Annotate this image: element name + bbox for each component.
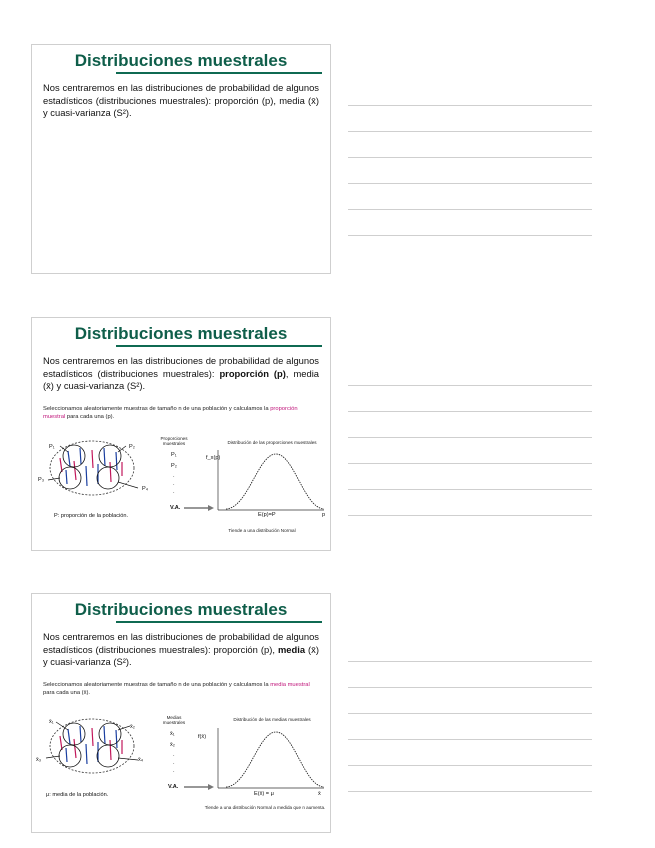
title-underline (116, 72, 322, 74)
tends-text: Tiende a una distribución Normal (228, 528, 296, 533)
sample-label-2: x̄₂ (130, 724, 135, 730)
population-label: μ: media de la población. (46, 792, 109, 798)
slide-3 (31, 593, 331, 833)
distribution-title: Distribución de las medias muestrales (233, 717, 311, 722)
samples-heading: Proporciones muestrales (160, 436, 188, 447)
ellipsis-dot: . (173, 489, 175, 495)
ellipsis-dot: . (173, 760, 175, 766)
slide-2 (31, 317, 331, 551)
sample-value-2: P₂ (171, 463, 177, 469)
sample-label-1: x̄₁ (49, 719, 54, 725)
x-axis-label: x̄ (318, 791, 321, 797)
slide-intro: Nos centraremos en las distribuciones de probabilidad de algunos estadísticos (distribuciones muestrales): proporción (p), media (x̄) y cuasi-varianza (S²). (43, 82, 319, 119)
sample-value-2: x̄₂ (170, 742, 175, 748)
sample-label-3: P₃ (38, 477, 45, 483)
sample-label-1: P₁ (49, 444, 55, 450)
normal-curve-chart (212, 450, 328, 514)
x-axis-label: p (322, 512, 326, 518)
slide-title: Distribuciones muestrales (74, 51, 288, 70)
slide-title: Distribuciones muestrales (74, 600, 288, 619)
density-label: f_x(p) (206, 455, 221, 461)
ellipsis-dot: . (173, 768, 175, 774)
sample-label-2: P₂ (129, 444, 135, 450)
sample-value-1: P₁ (171, 452, 177, 458)
ellipsis-dot: . (173, 473, 175, 479)
ellipsis-dot: . (173, 481, 175, 487)
slide-intro: Nos centraremos en las distribuciones de probabilidad de algunos estadísticos (distribuciones muestrales): proporción (p), media (x̄) y cuasi-varianza (S²). (43, 355, 319, 392)
arrow-icon (184, 783, 214, 791)
sample-value-1: x̄₁ (170, 731, 175, 737)
ellipsis-dot: . (173, 752, 175, 758)
arrow-icon (184, 504, 214, 512)
va-label: V.A. (170, 505, 181, 511)
tends-text: Tiende a una distribución Normal a medida que n aumenta. (204, 805, 326, 810)
title-underline (116, 345, 322, 347)
slide-1 (31, 44, 331, 274)
sample-label-4: x̄₄ (138, 757, 144, 763)
sample-label-3: x̄₃ (36, 757, 42, 763)
normal-curve-chart (212, 728, 328, 792)
population-label: P: proporción de la población. (54, 513, 129, 519)
selection-text: Seleccionamos aleatoriamente muestras de tamaño n de una población y calculamos la proporción muestral para cada una (p). (43, 406, 298, 420)
distribution-title: Distribución de las proporciones muestrales (227, 440, 317, 445)
slide-title: Distribuciones muestrales (74, 324, 288, 343)
samples-heading: Medias muestrales (162, 715, 186, 726)
expectation-label: E(x̄) = μ (254, 791, 274, 797)
density-label: f(x̄) (198, 734, 207, 740)
selection-text: Seleccionamos aleatoriamente muestras de tamaño n de una población y calculamos la media muestral para cada una (x̄). (43, 682, 310, 696)
expectation-label: E(p)=P (258, 512, 276, 518)
sample-label-4: P₄ (142, 486, 149, 492)
va-label: V.A. (168, 784, 179, 790)
title-underline (116, 621, 322, 623)
slide-intro: Nos centraremos en las distribuciones de probabilidad de algunos estadísticos (distribuciones muestrales): proporción (p), media (x̄) y cuasi-varianza (S²). (43, 631, 319, 668)
